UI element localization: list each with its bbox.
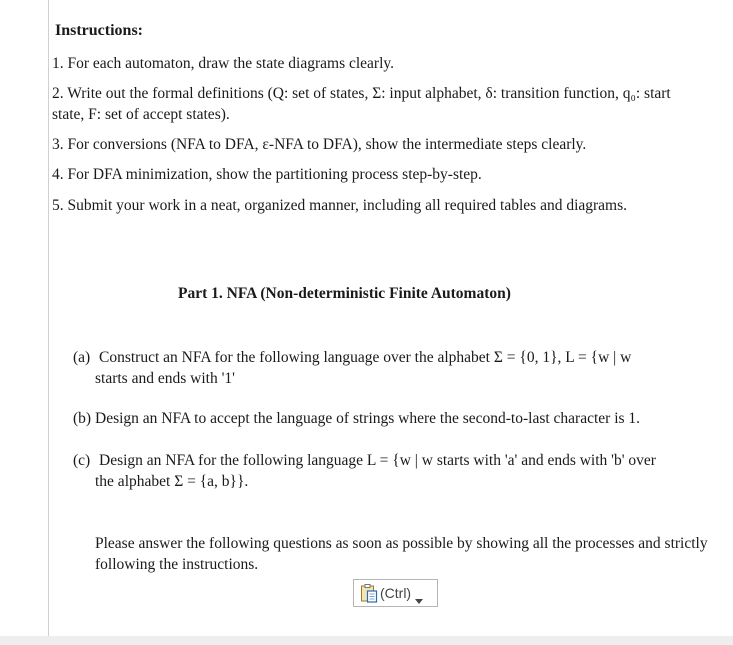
question-a-line2: starts and ends with '1' bbox=[95, 370, 235, 387]
instruction-item-2: 2. Write out the formal definitions (Q: set of states, Σ: input alphabet, δ: transition function, q₀: start state, F: set of accept states). bbox=[52, 85, 671, 123]
question-c-label: (c) bbox=[73, 452, 91, 469]
paste-options-button[interactable] bbox=[353, 579, 438, 607]
chevron-down-icon bbox=[415, 591, 423, 596]
question-b-label: (b) bbox=[73, 410, 92, 427]
question-a-label: (a) bbox=[73, 349, 91, 366]
bottom-strip bbox=[0, 636, 733, 645]
clipboard-icon bbox=[360, 583, 378, 603]
paste-button-label: (Ctrl) bbox=[380, 585, 412, 601]
request-note: Please answer the following questions as soon as possible by showing all the processes and strictly following the instructions. bbox=[95, 535, 708, 573]
page-margin-line bbox=[48, 0, 49, 636]
instruction-item-5: 5. Submit your work in a neat, organized manner, including all required tables and diagrams. bbox=[52, 197, 628, 214]
question-c-line1: Design an NFA for the following language L = {w | w starts with 'a' and ends with 'b' over bbox=[99, 452, 656, 469]
question-a-line1: Construct an NFA for the following language over the alphabet Σ = {0, 1}, L = {w | w bbox=[99, 349, 632, 366]
instruction-item-4: 4. For DFA minimization, show the partitioning process step-by-step. bbox=[52, 166, 482, 183]
part1-title: Part 1. NFA (Non-deterministic Finite Automaton) bbox=[178, 285, 511, 302]
question-c-line2: the alphabet Σ = {a, b}}. bbox=[95, 473, 249, 490]
instruction-item-1: 1. For each automaton, draw the state diagrams clearly. bbox=[52, 55, 395, 72]
instructions-heading: Instructions: bbox=[55, 22, 144, 39]
instruction-item-3: 3. For conversions (NFA to DFA, ε-NFA to DFA), show the intermediate steps clearly. bbox=[52, 136, 587, 153]
question-b-line1: Design an NFA to accept the language of strings where the second-to-last character is 1. bbox=[95, 410, 641, 427]
